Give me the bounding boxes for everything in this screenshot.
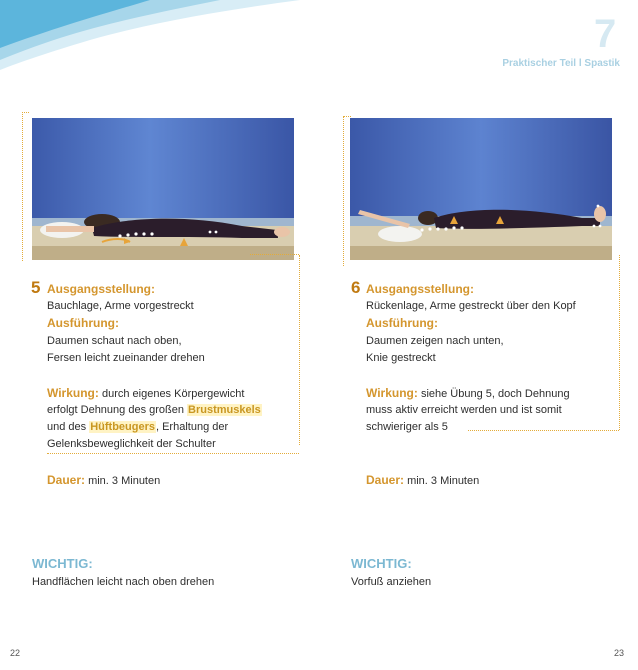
page-number-right: 23 <box>614 648 625 658</box>
exercise-6-number: 6 <box>351 278 361 297</box>
exercise-5-exec-label: Ausführung: <box>47 316 119 330</box>
exercise-5-term-hueftbeuger: Hüftbeugers <box>90 421 155 433</box>
exercise-5-duration-text: min. 3 Minuten <box>88 475 161 487</box>
exercise-5-effect-line-2 <box>47 402 262 419</box>
exercise-5-exec-line-2: Fersen leicht zueinander drehen <box>47 352 205 364</box>
exercise-5-effect-text-2: erfolgt Dehnung des großen <box>47 404 188 416</box>
exercise-5-effect-line-3 <box>47 419 228 436</box>
exercise-5-frame-left <box>22 112 29 261</box>
exercise-5-frame-right <box>298 255 300 445</box>
exercise-5-frame-bottom <box>47 453 299 455</box>
exercise-5-effect-label: Wirkung: <box>47 386 99 400</box>
exercise-5-important-label: WICHTIG: <box>32 556 93 571</box>
exercise-6-effect-label: Wirkung: <box>366 386 418 400</box>
exercise-6-exec-line-2: Knie gestreckt <box>366 352 436 364</box>
section-title: Praktischer Teil l Spastik <box>502 58 620 69</box>
exercise-5-duration <box>47 472 160 490</box>
exercise-6-start-text: Rückenlage, Arme gestreckt über den Kopf <box>366 300 576 312</box>
exercise-5-duration-label: Dauer: <box>47 473 86 487</box>
exercise-5-term-brustmuskel: Brustmuskels <box>188 404 261 416</box>
exercise-5-effect-text-3a: und des <box>47 421 90 433</box>
exercise-6-frame-right <box>618 255 620 430</box>
page-number-left: 22 <box>10 648 21 658</box>
exercise-5-photo <box>32 118 294 260</box>
chapter-number: 7 <box>594 12 617 56</box>
exercise-6-frame-bottom <box>468 430 619 432</box>
exercise-6-exec-label: Ausführung: <box>366 316 438 330</box>
exercise-5-number: 5 <box>31 278 41 297</box>
exercise-6-effect-text-1: siehe Übung 5, doch Dehnung <box>420 388 570 400</box>
exercise-5-effect-text-1: durch eigenes Körpergewicht <box>101 388 245 400</box>
exercise-6-effect-line-3: schwieriger als 5 <box>366 421 448 433</box>
exercise-6-effect-line-1 <box>366 385 570 403</box>
exercise-6-effect-line-2: muss aktiv erreicht werden und ist somit <box>366 404 562 416</box>
exercise-6-frame-top <box>343 116 351 118</box>
exercise-6-photo <box>350 118 612 260</box>
exercise-5-frame-top <box>250 254 299 256</box>
exercise-6-start-label: Ausgangsstellung: <box>366 282 475 296</box>
exercise-6-frame-left <box>343 116 345 266</box>
exercise-6-important-label: WICHTIG: <box>351 556 412 571</box>
exercise-5-effect-text-3b: , Erhaltung der <box>155 421 229 433</box>
exercise-5-effect-line-1 <box>47 385 244 403</box>
exercise-6-duration-label: Dauer: <box>366 473 405 487</box>
exercise-6-exec-line-1: Daumen zeigen nach unten, <box>366 335 504 347</box>
header-wave-decoration <box>0 0 300 80</box>
exercise-6-duration-text: min. 3 Minuten <box>407 475 480 487</box>
exercise-5-exec-line-1: Daumen schaut nach oben, <box>47 335 182 347</box>
exercise-6-important-text: Vorfuß anziehen <box>351 576 432 588</box>
exercise-6-duration <box>366 472 479 490</box>
exercise-5-effect-line-4: Gelenksbeweglichkeit der Schulter <box>47 438 216 450</box>
exercise-5-start-text: Bauchlage, Arme vorgestreckt <box>47 300 194 312</box>
exercise-5-start-label: Ausgangsstellung: <box>47 282 156 296</box>
exercise-5-important-text: Handflächen leicht nach oben drehen <box>32 576 215 588</box>
